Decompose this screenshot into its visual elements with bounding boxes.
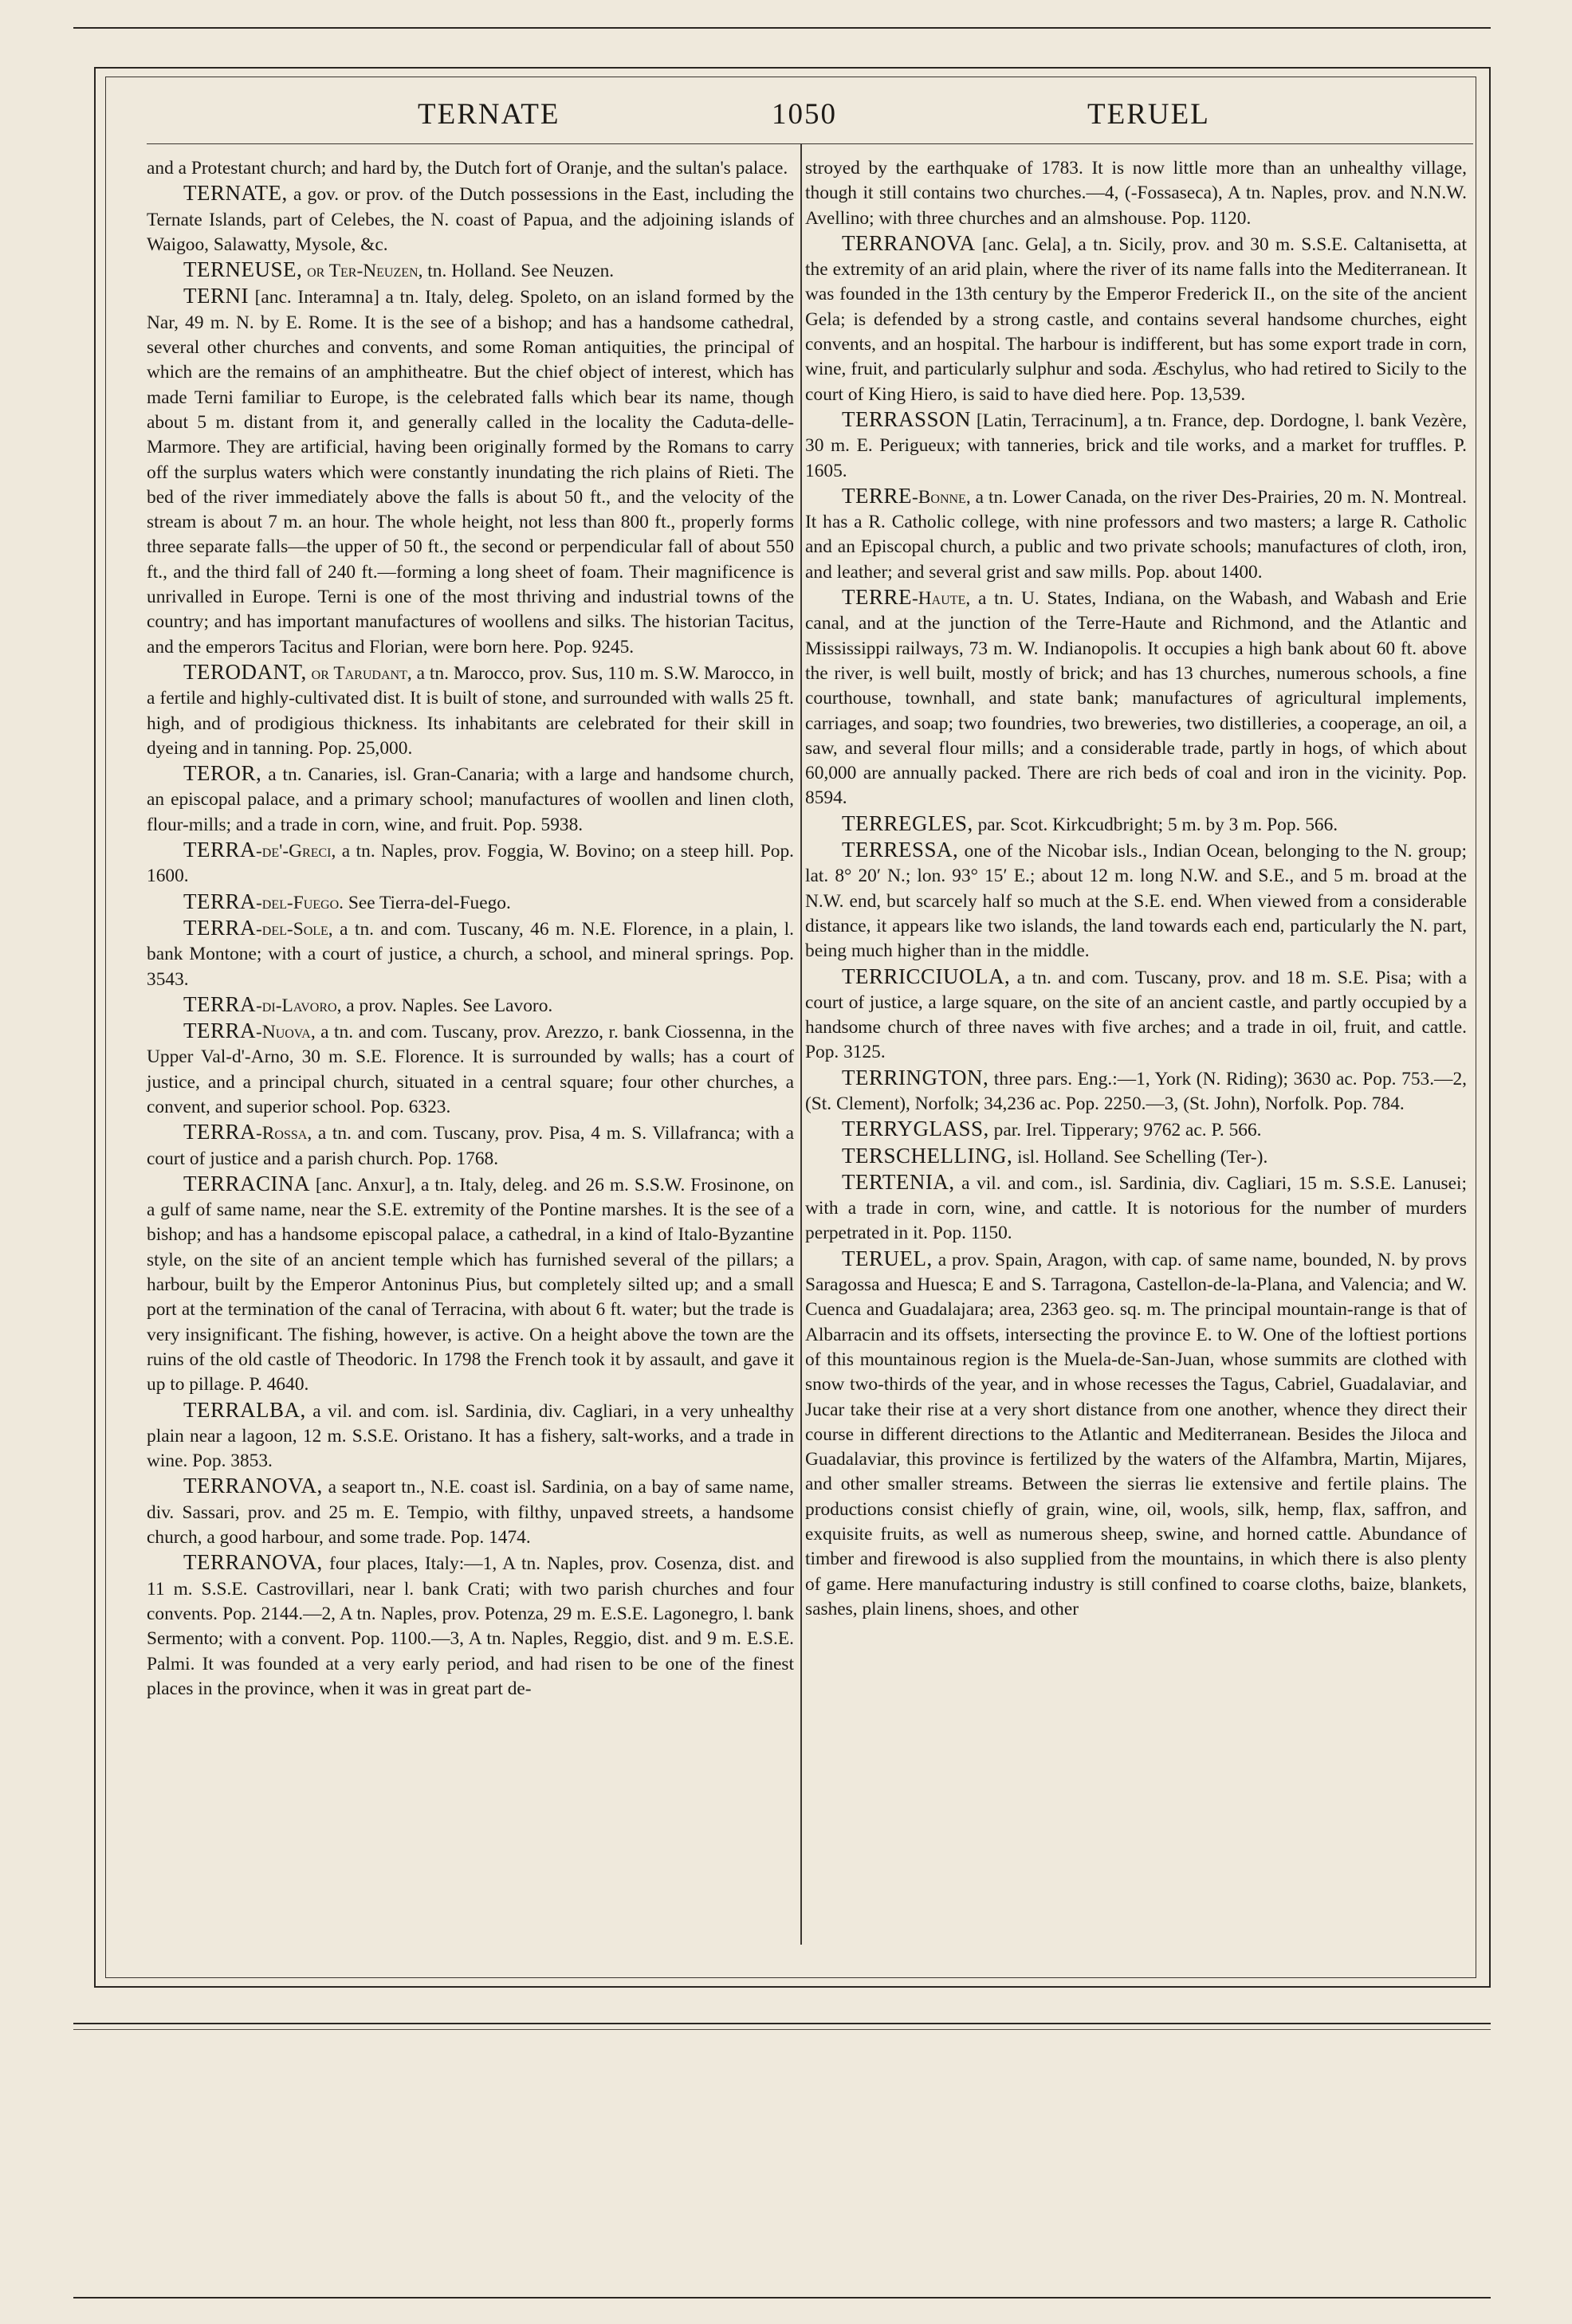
entry-text: a prov. Spain, Aragon, with cap. of same name, bounded, N. by provs Saragossa and Huesca; E and S. Tarragona, Castellon-de-la-Plana, and Valencia; and W. Cuenca and Guadalajara; area, 2363 geo. sq. m. The principal mountain-range is that of Albarracin and its offsets, intersecting the province E. to W. One of the loftiest portions of this mountainous region is the Muela-de-San-Juan, whose summits are clothed with snow two-thirds of the year, and in whose recesses the Tagus, Cabriel, Guadalaviar, and Jucar take their rise at a very short distance from one another, whence they direct their course in different directions to the Atlantic and Mediterranean. Besides the Jiloca and Guadalaviar, this province is fertilized by the waters of the Alfambra, Martin, Mijares, and other smaller streams. Between the sierras lie extensive and fertile plains. The productions consist chiefly of grain, wine, oil, wools, silk, hemp, flax, saffron, and exquisite fruits, as well as numerous sheep, swine, and horned cattle. Abundance of timber and firewood is also supplied from the mountains, in which there is also plenty of game. Here manufacturing industry is still confined to coarse cloths, baize, blankets, sashes, plain linens, shoes, and other — [805, 1249, 1467, 1619]
entry-headword: TERRICCIUOLA, — [842, 964, 1011, 988]
entry-headword: TERRA — [183, 991, 257, 1016]
gazetteer-entry — [147, 156, 794, 181]
entry-text: and a Protestant church; and hard by, the Dutch fort of Oranje, and the sultan's palace. — [147, 158, 788, 179]
header-right-word: TERUEL — [1087, 98, 1210, 131]
entry-headword: TERRINGTON, — [842, 1065, 989, 1089]
entry-text: a tn. Marocco, prov. Sus, 110 m. S.W. Marocco, in a fertile and highly-cultivated dist. It is built of stone, and surrounded with walls 25 ft. high, and of prodigious thickness. Its inhabitants are celebrated for their skill in dyeing and in tanning. Pop. 25,000. — [147, 662, 794, 759]
gazetteer-entry — [147, 660, 794, 761]
entry-headword: TERRA — [183, 1120, 257, 1144]
entry-headword: TERRACINA — [183, 1171, 310, 1195]
entry-text: a tn. Naples, prov. Foggia, W. Bovino; on a steep hill. Pop. 1600. — [147, 841, 794, 887]
entry-headword: TERRANOVA, — [183, 1550, 323, 1575]
gazetteer-entry — [147, 181, 794, 257]
entry-text: a tn. and com. Tuscany, prov. and 18 m. S.E. Pisa; with a court of justice, a large square, on the site of an ancient castle, and partly occupied by a handsome church of three naves with five arches; and a trade in oil, fruit, and cattle. Pop. 3125. — [805, 967, 1467, 1063]
entry-text: a tn. and com. Tuscany, prov. Pisa, 4 m. S. Villafranca; with a court of justice and a parish church. Pop. 1768. — [147, 1123, 794, 1169]
gazetteer-entry — [147, 284, 794, 659]
gazetteer-entry — [805, 838, 1467, 964]
entry-subhead: -Haute, — [912, 588, 971, 610]
running-header — [147, 94, 1473, 142]
entry-text: a tn. Canaries, isl. Gran-Canaria; with a large and handsome church, an episcopal palace, and a primary school; manufactures of woollen and linen cloth, flour-mills; and a trade in corn, wine, and fruit. Pop. 5938. — [147, 764, 794, 835]
gazetteer-entry — [147, 916, 794, 992]
entry-text: a tn. and com. Tuscany, 46 m. N.E. Florence, in a plain, l. bank Montone; with a court of justice, a church, a school, and mineral springs. Pop. 3543. — [147, 918, 794, 990]
entry-subhead: -del-Sole, — [256, 918, 333, 940]
header-rule — [147, 143, 1473, 144]
entry-text: a vil. and com., isl. Sardinia, div. Cagliari, 15 m. S.S.E. Lanusei; with a trade in corn, wine, and cattle. It is notorious for the number of murders perpetrated in it. Pop. 1150. — [805, 1172, 1467, 1244]
entry-subhead: -Nuova, — [256, 1022, 316, 1043]
entry-text: [anc. Interamna] a tn. Italy, deleg. Spoleto, on an island formed by the Nar, 49 m. N. by E. Rome. It is the see of a bishop; and has a handsome cathedral, several other churches and convents, and some Roman antiquities, the principal of which are the remains of an amphitheatre. But the chief object of interest, which has made Terni familiar to Europe, is the celebrated falls which bear its name, though about 5 m. distant from it, and generally called in the locality the Caduta-delle-Marmore. They are artificial, having been originally formed by the Romans to carry off the surplus waters which were constantly inundating the rich plains of Rieti. The bed of the river immediately above the falls is about 50 ft., and the velocity of the stream is about 7 m. an hour. The whole height, not less than 800 ft., properly forms three separate falls—the upper of 50 ft., the second or perpendicular fall of about 550 ft., and the third fall of 240 ft.—forming a long sheet of foam. Their magnificence is unrivalled in Europe. Terni is one of the most thriving and industrial towns of the country; and has important manufactures of woollens and silks. The historian Tacitus, and the emperors Tacitus and Florian, were born here. Pop. 9245. — [147, 287, 794, 658]
gazetteer-entry — [805, 1246, 1467, 1622]
entry-text: [anc. Anxur], a tn. Italy, deleg. and 26 m. S.S.W. Frosinone, on a gulf of same name, near the S.E. extremity of the Pontine marshes. It is the see of a bishop; and has a handsome episcopal palace, a cathedral, in a kind of Italo-Byzantine style, on the site of an ancient temple which has furnished several of the pillars; a harbour, built by the Emperor Antoninus Pius, but completely silted up; and a small port at the termination of the canal of Terracina, with about 6 ft. water; but the trade is very insignificant. The fishing, however, is active. On a height above the town are the ruins of the old castle of Theodoric. In 1798 the French took it by assault, and gave it up to pillage. P. 4640. — [147, 1174, 794, 1396]
gazetteer-entry — [805, 811, 1467, 838]
entry-text: [anc. Gela], a tn. Sicily, prov. and 30 m. S.S.E. Caltanisetta, at the extremity of an arid plain, where the river of its name falls into the Mediterranean. It was founded in the 13th century by the Emperor Frederick II., on the site of the ancient Gela; is defended by a strong castle, and contains several handsome churches, eight convents, and an hospital. The harbour is indifferent, but has some export trade in corn, wine, fruit, and particularly sulphur and soda. Æschylus, who had retired to Sicily to the court of King Hiero, is said to have died here. Pop. 13,539. — [805, 234, 1467, 405]
entry-headword: TERRASSON — [842, 406, 972, 431]
gazetteer-entry — [147, 257, 794, 284]
gazetteer-entry — [147, 1474, 794, 1550]
gazetteer-entry — [147, 1120, 794, 1172]
entry-text: tn. Holland. See Neuzen. — [422, 261, 615, 282]
gazetteer-entry — [805, 156, 1467, 231]
entry-headword: TERRANOVA, — [183, 1474, 323, 1498]
gazetteer-entry — [147, 992, 794, 1019]
gazetteer-entry — [805, 585, 1467, 811]
gazetteer-entry — [805, 231, 1467, 407]
entry-subhead: -Bonne, — [912, 486, 971, 508]
entry-headword: TERRE — [842, 585, 912, 610]
gazetteer-entry — [805, 407, 1467, 484]
entry-headword: TERRE — [842, 483, 912, 508]
header-left-word: TERNATE — [418, 98, 560, 131]
entry-subhead: -di-Lavoro, — [256, 995, 342, 1016]
gazetteer-entry — [147, 1398, 794, 1474]
column-divider — [800, 143, 802, 1945]
entry-text: a vil. and com. isl. Sardinia, div. Cagliari, in a very unhealthy plain near a lagoon, 12 m. S.S.E. Oristano. It has a fishery, salt-works, and a trade in wine. Pop. 3853. — [147, 1400, 794, 1472]
entry-text: isl. Holland. See Schelling (Ter-). — [1012, 1146, 1268, 1168]
entry-text: [Latin, Terracinum], a tn. France, dep. Dordogne, l. bank Vezère, 30 m. E. Perigueux; with tanneries, brick and tile works, and a market for truffles. P. 1605. — [805, 410, 1467, 481]
entry-headword: TERSCHELLING, — [842, 1143, 1013, 1168]
entry-headword: TERRANOVA — [842, 230, 976, 255]
entry-subhead: or Ter-Neuzen, — [302, 261, 423, 282]
entry-subhead: -de'-Greci, — [256, 841, 336, 862]
left-column — [147, 156, 794, 1702]
entry-headword: TERRESSA, — [842, 838, 959, 862]
entry-text: a tn. Lower Canada, on the river Des-Prairies, 20 m. N. Montreal. It has a R. Catholic college, with nine professors and two masters; a large R. Catholic and an Episcopal church, a public and two private schools; manufactures of cloth, iron, and leather; and several grist and saw mills. Pop. about 1400. — [805, 486, 1467, 583]
entry-text: par. Scot. Kirkcudbright; 5 m. by 3 m. Pop. 566. — [973, 814, 1338, 835]
entry-headword: TERRA — [183, 838, 257, 862]
gazetteer-entry — [805, 484, 1467, 585]
bottom-rule — [73, 2023, 1491, 2024]
gazetteer-entry — [147, 1172, 794, 1398]
entry-headword: TERRA — [183, 889, 257, 913]
gazetteer-entry — [805, 1066, 1467, 1117]
entry-headword: TERRYGLASS, — [842, 1117, 989, 1141]
entry-subhead: or Tarudant, — [306, 662, 412, 684]
entry-headword: TERRA — [183, 915, 257, 940]
entry-headword: TERTENIA, — [842, 1169, 955, 1194]
entry-headword: TERNEUSE, — [183, 257, 303, 282]
entry-text: stroyed by the earthquake of 1783. It is now little more than an unhealthy village, though it still contains two churches.—4, (-Fossaseca), A tn. Naples, prov. and N.N.W. Avellino; with three churches and an almshouse. Pop. 1120. — [805, 158, 1467, 229]
entry-headword: TERRALBA, — [183, 1397, 306, 1422]
entry-text: See Tierra-del-Fuego. — [344, 892, 511, 913]
entry-subhead: -Rossa, — [256, 1123, 312, 1144]
right-column — [805, 156, 1467, 1622]
entry-text: three pars. Eng.:—1, York (N. Riding); 3630 ac. Pop. 753.—2, (St. Clement), Norfolk; 34,236 ac. Pop. 2250.—3, (St. John), Norfolk. Pop. 784. — [805, 1068, 1467, 1114]
entry-text: four places, Italy:—1, A tn. Naples, prov. Cosenza, dist. and 11 m. S.S.E. Castrovillari, near l. bank Crati; with two parish churches and four convents. Pop. 2144.—2, A tn. Naples, prov. Potenza, 29 m. E.S.E. Lagonegro, l. bank Sermento; with a convent. Pop. 1100.—3, A tn. Naples, Reggio, dist. and 9 m. E.S.E. Palmi. It was founded at a very early period, and had risen to be one of the finest places in the province, when it was in great part de- — [147, 1553, 794, 1699]
entry-text: par. Irel. Tipperary; 9762 ac. P. 566. — [988, 1120, 1262, 1141]
entry-text: a tn. and com. Tuscany, prov. Arezzo, r. bank Ciossenna, in the Upper Val-d'-Arno, 30 m. S.E. Florence. It is surrounded by walls; has a court of justice, and a principal church, situated in a central square; four other churches, a convent, and superior school. Pop. 6323. — [147, 1022, 794, 1117]
gazetteer-entry — [147, 838, 794, 889]
gazetteer-entry — [147, 1019, 794, 1120]
entry-subhead: -del-Fuego. — [256, 892, 344, 913]
entry-headword: TERNATE, — [183, 181, 288, 206]
gazetteer-entry — [805, 1117, 1467, 1143]
entry-text: one of the Nicobar isls., Indian Ocean, belonging to the N. group; lat. 8° 20′ N.; lon. 93° 15′ E.; about 12 m. long N.W. and S.E., and 5 m. broad at the N.W. end, but scarcely half so much at the S.E. end. When viewed from a considerable distance, it appears like two islands, the land towards each end, particularly the N. part, being much higher than in the middle. — [805, 841, 1467, 962]
entry-headword: TERUEL, — [842, 1246, 933, 1270]
bottom-rule-secondary — [73, 2029, 1491, 2030]
gazetteer-entry — [805, 1170, 1467, 1246]
entry-headword: TERNI — [183, 284, 249, 308]
entry-headword: TEROR, — [183, 761, 262, 786]
gazetteer-entry — [147, 761, 794, 838]
entry-text: a prov. Naples. See Lavoro. — [341, 995, 553, 1016]
gazetteer-entry — [805, 964, 1467, 1066]
entry-text: a seaport tn., N.E. coast isl. Sardinia, on a bay of same name, div. Sassari, prov. and 25 m. E. Tempio, with filthy, unpaved streets, a handsome church, a good harbour, and some trade. Pop. 1474. — [147, 1477, 794, 1549]
entry-headword: TERODANT, — [183, 659, 307, 684]
page-number: 1050 — [772, 98, 837, 131]
gazetteer-entry — [147, 889, 794, 916]
entry-text: a tn. U. States, Indiana, on the Wabash, and Wabash and Erie canal, and at the junction of the Terre-Haute and Richmond, and the Atlantic and Mississippi railways, 73 m. W. Indianopolis. It occupies a high bank about 60 ft. above the river, is well built, mostly of brick; and has 13 churches, numerous schools, a fine courthouse, townhall, and state bank; manufactures of agricultural implements, carriages, and soap; two foundries, two breweries, two distilleries, a cooperage, an oil, a saw, and several flour mills; and a considerable trade, partly in hogs, of which about 60,000 are annually packed. There are rich beds of coal and iron in the vicinity. Pop. 8594. — [805, 588, 1467, 809]
gazetteer-entry — [805, 1144, 1467, 1170]
entry-headword: TERREGLES, — [842, 811, 973, 835]
entry-text: a gov. or prov. of the Dutch possessions in the East, including the Ternate Islands, part of Celebes, the N. coast of Papua, and the adjoining islands of Waigoo, Salawatty, Mysole, &c. — [147, 184, 794, 255]
entry-headword: TERRA — [183, 1019, 257, 1043]
gazetteer-entry — [147, 1550, 794, 1702]
